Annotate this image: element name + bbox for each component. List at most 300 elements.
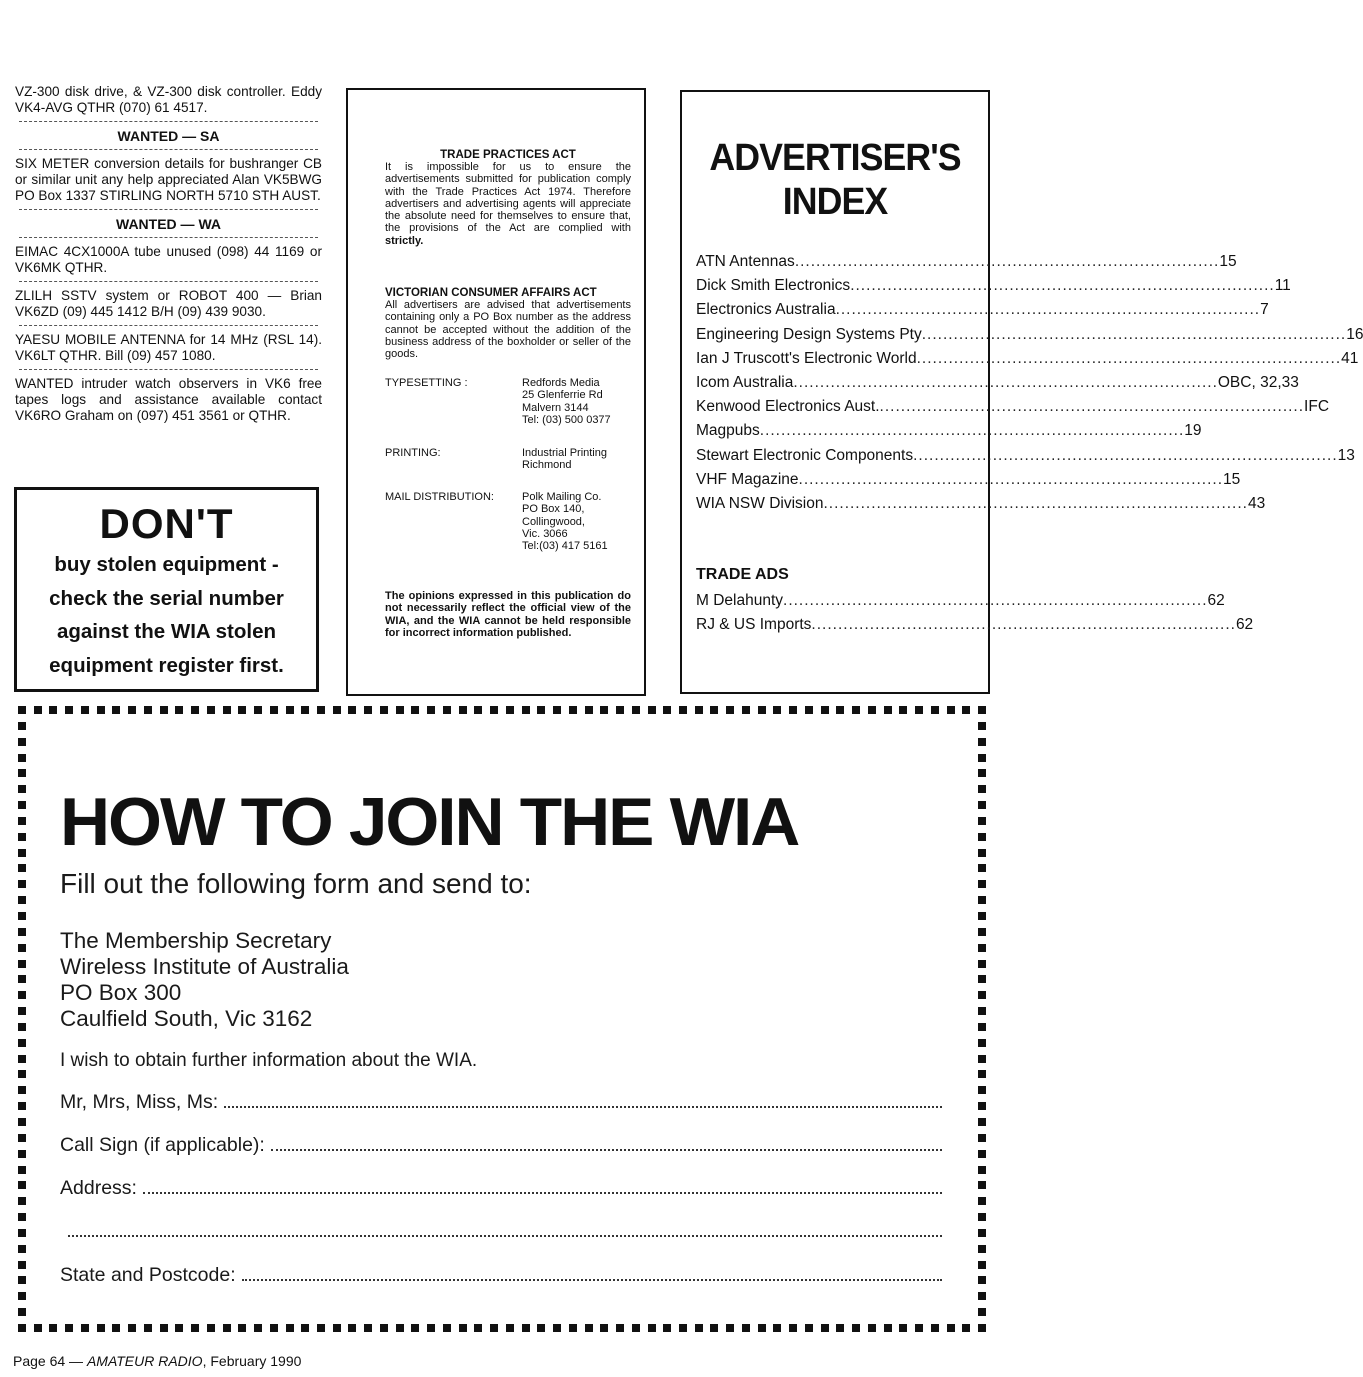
border-dot	[49, 706, 57, 714]
name-field-line[interactable]	[224, 1091, 942, 1108]
dont-line: buy stolen equipment -	[54, 553, 279, 576]
index-entry	[696, 420, 1202, 442]
border-dot	[978, 1181, 986, 1189]
border-dot	[978, 801, 986, 809]
divider	[19, 281, 318, 282]
border-dot	[18, 1181, 26, 1189]
trade-ad-entry	[696, 614, 1254, 636]
border-dot	[978, 1308, 986, 1316]
border-dot	[396, 1324, 404, 1332]
divider	[19, 325, 318, 326]
border-dot	[978, 1055, 986, 1063]
border-dot	[18, 722, 26, 730]
border-dot	[490, 1324, 498, 1332]
border-dot	[868, 1324, 876, 1332]
address-line-1[interactable]	[143, 1177, 942, 1194]
border-dot	[695, 1324, 703, 1332]
border-dot	[427, 1324, 435, 1332]
border-dot	[978, 1292, 986, 1300]
state-postcode-field[interactable]	[60, 1264, 942, 1287]
border-dot	[600, 1324, 608, 1332]
divider	[19, 237, 318, 238]
border-dot	[632, 1324, 640, 1332]
index-entry-page: OBC, 32,33	[1217, 374, 1299, 391]
border-dot	[97, 706, 105, 714]
border-dot	[616, 706, 624, 714]
border-dot	[175, 1324, 183, 1332]
border-dot	[18, 1150, 26, 1158]
call-sign-line[interactable]	[271, 1134, 942, 1151]
leader-dots: ................................................................................	[759, 422, 1185, 440]
address-line: The Membership Secretary	[60, 928, 332, 953]
address-field[interactable]	[60, 1177, 942, 1200]
dont-line: check the serial number	[49, 586, 284, 610]
border-dot	[805, 706, 813, 714]
index-entry-name: Stewart Electronic Components	[696, 446, 914, 464]
index-entry-name: VHF Magazine	[696, 470, 799, 488]
page-footer	[13, 1353, 301, 1369]
disclaimer-text: The opinions expressed in this publication do not necessarily reflect the official view of the WIA, and the WIA cannot be held responsible for incorrect information published.	[385, 590, 631, 639]
border-dot	[978, 975, 986, 983]
trade-ad-entry	[696, 590, 1225, 612]
border-dot	[962, 1324, 970, 1332]
index-entry	[696, 324, 1363, 346]
border-dot	[18, 1197, 26, 1205]
border-dot	[18, 785, 26, 793]
border-dot	[160, 706, 168, 714]
border-dot	[18, 880, 26, 888]
border-dot	[836, 1324, 844, 1332]
leader-dots: ................................................................................	[783, 592, 1208, 609]
border-dot	[978, 864, 986, 872]
border-dot	[18, 1276, 26, 1284]
border-dot	[978, 1086, 986, 1094]
leader-dots: ................................................................................	[794, 253, 1220, 270]
classifieds-column	[15, 84, 322, 424]
divider	[19, 369, 318, 370]
border-dot	[411, 1324, 419, 1332]
border-dot	[947, 706, 955, 714]
border-dot	[18, 1292, 26, 1300]
index-entry-page: 41	[1341, 349, 1359, 367]
border-dot	[490, 706, 498, 714]
consumer-affairs-text: All advertisers are advised that advertisements containing only a PO Box number as the address cannot be accepted without the addition of the business address of the boxholder or seller of the goods.	[385, 299, 631, 361]
join-title: HOW TO JOIN THE WIA	[60, 784, 799, 860]
border-dot	[301, 706, 309, 714]
index-entry-name: Magpubs	[696, 422, 760, 440]
border-dot	[537, 1324, 545, 1332]
border-dot	[553, 1324, 561, 1332]
border-dot	[758, 1324, 766, 1332]
border-dot	[978, 880, 986, 888]
border-dot	[160, 1324, 168, 1332]
index-entry-name: ATN Antennas	[696, 253, 795, 270]
printing-label: PRINTING:	[385, 447, 441, 459]
border-dot	[18, 1055, 26, 1063]
border-dot	[223, 706, 231, 714]
border-dot	[821, 1324, 829, 1332]
address-line: PO Box 300	[60, 980, 182, 1005]
classified-ad-eimac: EIMAC 4CX1000A tube unused (098) 44 1169 or VK6MK QTHR.	[15, 244, 322, 275]
border-dot	[18, 1007, 26, 1015]
index-entry	[696, 493, 1266, 515]
index-entry-name: Engineering Design Systems Pty	[696, 325, 922, 343]
border-dot	[522, 706, 530, 714]
index-entry-page: 11	[1274, 277, 1291, 295]
border-dot	[81, 1324, 89, 1332]
border-dot	[978, 1197, 986, 1205]
border-dot	[18, 849, 26, 857]
border-dot	[191, 706, 199, 714]
footer-page: Page 64 —	[13, 1353, 87, 1369]
classified-ad-disk: VZ-300 disk drive, & VZ-300 disk controller. Eddy VK4-AVG QTHR (070) 61 4517.	[15, 84, 322, 115]
border-dot	[286, 706, 294, 714]
border-dot	[34, 1324, 42, 1332]
border-dot	[443, 706, 451, 714]
leader-dots: ................................................................................	[850, 277, 1275, 295]
border-dot	[18, 1308, 26, 1316]
border-dot	[18, 738, 26, 746]
leader-dots: ................................................................................	[835, 301, 1261, 319]
border-dot	[459, 1324, 467, 1332]
border-dot	[270, 1324, 278, 1332]
border-dot	[978, 1070, 986, 1078]
border-dot	[710, 1324, 718, 1332]
typesetting-value: Redfords Media 25 Glenferrie Rd Malvern 3144 Tel: (03) 500 0377	[522, 377, 611, 426]
border-dot	[805, 1324, 813, 1332]
border-dot	[947, 1324, 955, 1332]
index-entry	[696, 299, 1269, 321]
mail-distribution-value: Polk Mailing Co. PO Box 140, Collingwood, Vic. 3066 Tel:(03) 417 5161	[522, 491, 608, 553]
border-dot	[742, 706, 750, 714]
trade-ad-page: 62	[1235, 616, 1254, 634]
index-entry-name: Dick Smith Electronics	[696, 277, 851, 295]
border-dot	[899, 1324, 907, 1332]
border-dot	[18, 991, 26, 999]
dont-line: against the WIA stolen	[56, 620, 277, 643]
border-dot	[65, 1324, 73, 1332]
border-dot	[836, 706, 844, 714]
border-dot	[978, 769, 986, 777]
border-dot	[978, 944, 986, 952]
border-dot	[112, 1324, 120, 1332]
border-dot	[18, 1166, 26, 1174]
border-dot	[128, 706, 136, 714]
border-dot	[270, 706, 278, 714]
border-dot	[49, 1324, 57, 1332]
border-dot	[679, 1324, 687, 1332]
border-dot	[175, 706, 183, 714]
trade-practices-heading: TRADE PRACTICES ACT	[440, 149, 576, 161]
border-dot	[223, 1324, 231, 1332]
border-dot	[978, 1324, 986, 1332]
border-dot	[710, 706, 718, 714]
border-dot	[962, 706, 970, 714]
border-dot	[207, 1324, 215, 1332]
border-dot	[648, 1324, 656, 1332]
trade-ad-name: RJ & US Imports	[696, 616, 812, 634]
border-dot	[364, 1324, 372, 1332]
border-dot	[144, 1324, 152, 1332]
join-subtitle: Fill out the following form and send to:	[60, 868, 532, 899]
border-dot	[18, 975, 26, 983]
address-line: Caulfield South, Vic 3162	[60, 1006, 313, 1031]
border-dot	[679, 706, 687, 714]
index-entry	[696, 469, 1241, 491]
border-dot	[522, 1324, 530, 1332]
border-dot	[18, 833, 26, 841]
border-dot	[474, 1324, 482, 1332]
border-dot	[474, 706, 482, 714]
border-dot	[286, 1324, 294, 1332]
border-dot	[18, 960, 26, 968]
border-dot	[18, 1023, 26, 1031]
border-dot	[18, 1086, 26, 1094]
border-dot	[978, 849, 986, 857]
address-label: Address:	[60, 1177, 137, 1199]
border-dot	[238, 1324, 246, 1332]
border-dot	[238, 706, 246, 714]
border-dot	[18, 1261, 26, 1269]
dont-headline: DON'T	[99, 500, 234, 547]
leader-dots: ................................................................................	[793, 374, 1218, 391]
border-dot	[632, 706, 640, 714]
border-dot	[81, 706, 89, 714]
border-dot	[144, 706, 152, 714]
border-dot	[18, 706, 26, 714]
border-dot	[978, 928, 986, 936]
address-field-2[interactable]	[68, 1221, 942, 1243]
border-dot	[742, 1324, 750, 1332]
border-dot	[978, 912, 986, 920]
name-field[interactable]	[60, 1091, 942, 1114]
border-dot	[191, 1324, 199, 1332]
index-entry-name: WIA NSW Division	[696, 495, 824, 512]
border-dot	[18, 1245, 26, 1253]
address-line-2[interactable]	[68, 1221, 942, 1237]
border-dot	[380, 706, 388, 714]
border-dot	[18, 1134, 26, 1142]
info-request-text: I wish to obtain further information about the WIA.	[60, 1050, 478, 1071]
leader-dots: ................................................................................	[798, 470, 1224, 488]
border-dot	[112, 706, 120, 714]
border-dot	[868, 706, 876, 714]
border-dot	[978, 1229, 986, 1237]
border-dot	[18, 896, 26, 904]
border-dot	[18, 928, 26, 936]
trade-practices-text: It is impossible for us to ensure the advertisements submitted for publication comply with the Trade Practices Act 1974. Therefore advertisers and advertising agents will appreciate the absolute need for themselves to ensure that, the provisions of the Act are complied with strictly.	[385, 161, 631, 247]
border-dot	[978, 960, 986, 968]
border-dot	[18, 1118, 26, 1126]
classified-ad-six-meter: SIX METER conversion details for bushranger CB or similar unit any help appreciated Alan VK5BWG PO Box 1337 STIRLING NORTH 5710 STH AUST.	[15, 156, 322, 203]
border-dot	[18, 1102, 26, 1110]
border-dot	[569, 706, 577, 714]
index-entry-page: 13	[1337, 446, 1355, 464]
border-dot	[18, 1229, 26, 1237]
wanted-wa-heading: WANTED — WA	[116, 216, 221, 232]
border-dot	[553, 706, 561, 714]
border-dot	[978, 785, 986, 793]
state-postcode-label: State and Postcode:	[60, 1264, 236, 1286]
printing-value: Industrial Printing Richmond	[522, 447, 607, 472]
index-entry-page: 15	[1223, 470, 1241, 488]
border-dot	[852, 1324, 860, 1332]
border-dot	[978, 722, 986, 730]
border-dot	[978, 1150, 986, 1158]
border-dot	[884, 1324, 892, 1332]
strictly-emphasis: strictly.	[385, 234, 424, 247]
border-dot	[773, 1324, 781, 1332]
border-dot	[663, 706, 671, 714]
border-dot	[18, 912, 26, 920]
border-dot	[18, 944, 26, 952]
border-dot	[585, 706, 593, 714]
border-dot	[726, 706, 734, 714]
state-postcode-line[interactable]	[242, 1264, 942, 1281]
border-dot	[978, 706, 986, 714]
border-dot	[301, 1324, 309, 1332]
divider	[19, 149, 318, 150]
border-dot	[978, 1276, 986, 1284]
index-entry	[696, 372, 1299, 394]
border-dot	[789, 1324, 797, 1332]
border-dot	[18, 864, 26, 872]
classified-ad-zlilh: ZLILH SSTV system or ROBOT 400 — Brian VK6ZD (09) 445 1412 B/H (09) 439 9030.	[15, 288, 322, 319]
typesetting-label: TYPESETTING :	[385, 377, 468, 389]
border-dot	[65, 706, 73, 714]
leader-dots: ................................................................................	[879, 398, 1305, 416]
call-sign-label: Call Sign (if applicable):	[60, 1134, 265, 1156]
trade-ad-page: 62	[1207, 592, 1225, 609]
trade-ad-name: M Delahunty	[696, 592, 784, 609]
border-dot	[978, 1102, 986, 1110]
classified-ad-intruder: WANTED intruder watch observers in VK6 free tapes logs and assistance available contact VK6RO Graham on (097) 451 3561 or QTHR.	[15, 376, 322, 423]
border-dot	[978, 833, 986, 841]
name-field-label: Mr, Mrs, Miss, Ms:	[60, 1091, 219, 1113]
divider	[19, 121, 318, 122]
border-dot	[899, 706, 907, 714]
leader-dots: ................................................................................	[913, 446, 1338, 464]
border-dot	[931, 1324, 939, 1332]
border-dot	[931, 706, 939, 714]
border-dot	[978, 738, 986, 746]
border-dot	[427, 706, 435, 714]
border-dot	[254, 1324, 262, 1332]
border-dot	[915, 1324, 923, 1332]
border-dot	[18, 1324, 26, 1332]
border-dot	[978, 754, 986, 762]
border-dot	[978, 1261, 986, 1269]
index-entry-page: 43	[1247, 495, 1266, 512]
border-dot	[569, 1324, 577, 1332]
border-dot	[459, 706, 467, 714]
index-entry	[696, 445, 1355, 467]
border-dot	[537, 706, 545, 714]
border-dot	[333, 706, 341, 714]
border-dot	[978, 1213, 986, 1221]
border-dot	[695, 706, 703, 714]
border-dot	[789, 706, 797, 714]
border-dot	[18, 769, 26, 777]
legal-notices-box	[346, 88, 646, 696]
index-entry-name: Kenwood Electronics Aust.	[696, 398, 880, 416]
dont-line: equipment register first.	[49, 653, 284, 677]
border-dot	[978, 991, 986, 999]
border-dot	[380, 1324, 388, 1332]
advertisers-index-box	[680, 90, 1363, 694]
dont-buy-stolen-box	[14, 487, 319, 692]
border-dot	[18, 801, 26, 809]
index-entry-name: Icom Australia	[696, 374, 794, 391]
border-dot	[978, 1039, 986, 1047]
leader-dots: ................................................................................	[916, 349, 1342, 367]
border-dot	[317, 706, 325, 714]
border-dot	[978, 1118, 986, 1126]
index-entry-name: Ian J Truscott's Electronic World	[696, 349, 917, 367]
border-dot	[884, 706, 892, 714]
divider	[19, 209, 318, 210]
index-entry-page: 16	[1346, 325, 1363, 343]
border-dot	[207, 706, 215, 714]
border-dot	[758, 706, 766, 714]
border-dot	[915, 706, 923, 714]
index-entry	[696, 348, 1359, 370]
leader-dots: ................................................................................	[811, 616, 1236, 634]
border-dot	[773, 706, 781, 714]
border-dot	[254, 706, 262, 714]
index-title: ADVERTISER'S INDEX	[709, 137, 961, 223]
border-dot	[97, 1324, 105, 1332]
border-dot	[616, 1324, 624, 1332]
border-dot	[18, 1213, 26, 1221]
border-dot	[978, 817, 986, 825]
border-dot	[18, 817, 26, 825]
border-dot	[821, 706, 829, 714]
mail-distribution-label: MAIL DISTRIBUTION:	[385, 491, 494, 503]
border-dot	[128, 1324, 136, 1332]
border-dot	[348, 706, 356, 714]
border-dot	[600, 706, 608, 714]
border-dot	[506, 1324, 514, 1332]
border-dot	[364, 706, 372, 714]
call-sign-field[interactable]	[60, 1134, 942, 1157]
border-dot	[726, 1324, 734, 1332]
footer-date: , February 1990	[202, 1353, 302, 1369]
border-dot	[978, 1166, 986, 1174]
border-dot	[852, 706, 860, 714]
border-dot	[348, 1324, 356, 1332]
index-entry-name: Electronics Australia	[696, 301, 836, 319]
border-dot	[317, 1324, 325, 1332]
border-dot	[978, 1134, 986, 1142]
border-dot	[978, 1007, 986, 1015]
wanted-sa-heading: WANTED — SA	[117, 128, 220, 144]
classified-ad-yaesu: YAESU MOBILE ANTENNA for 14 MHz (RSL 14). VK6LT QTHR. Bill (09) 457 1080.	[15, 332, 322, 363]
border-dot	[18, 1039, 26, 1047]
index-entry-page: 15	[1219, 253, 1237, 270]
border-dot	[443, 1324, 451, 1332]
index-entry-page: 19	[1184, 422, 1202, 440]
leader-dots: ................................................................................	[823, 495, 1248, 512]
border-dot	[396, 706, 404, 714]
border-dot	[333, 1324, 341, 1332]
border-dot	[411, 706, 419, 714]
border-dot	[18, 1070, 26, 1078]
footer-magazine: AMATEUR RADIO	[86, 1353, 203, 1369]
border-dot	[978, 1023, 986, 1031]
index-entry	[696, 251, 1237, 273]
border-dot	[978, 896, 986, 904]
